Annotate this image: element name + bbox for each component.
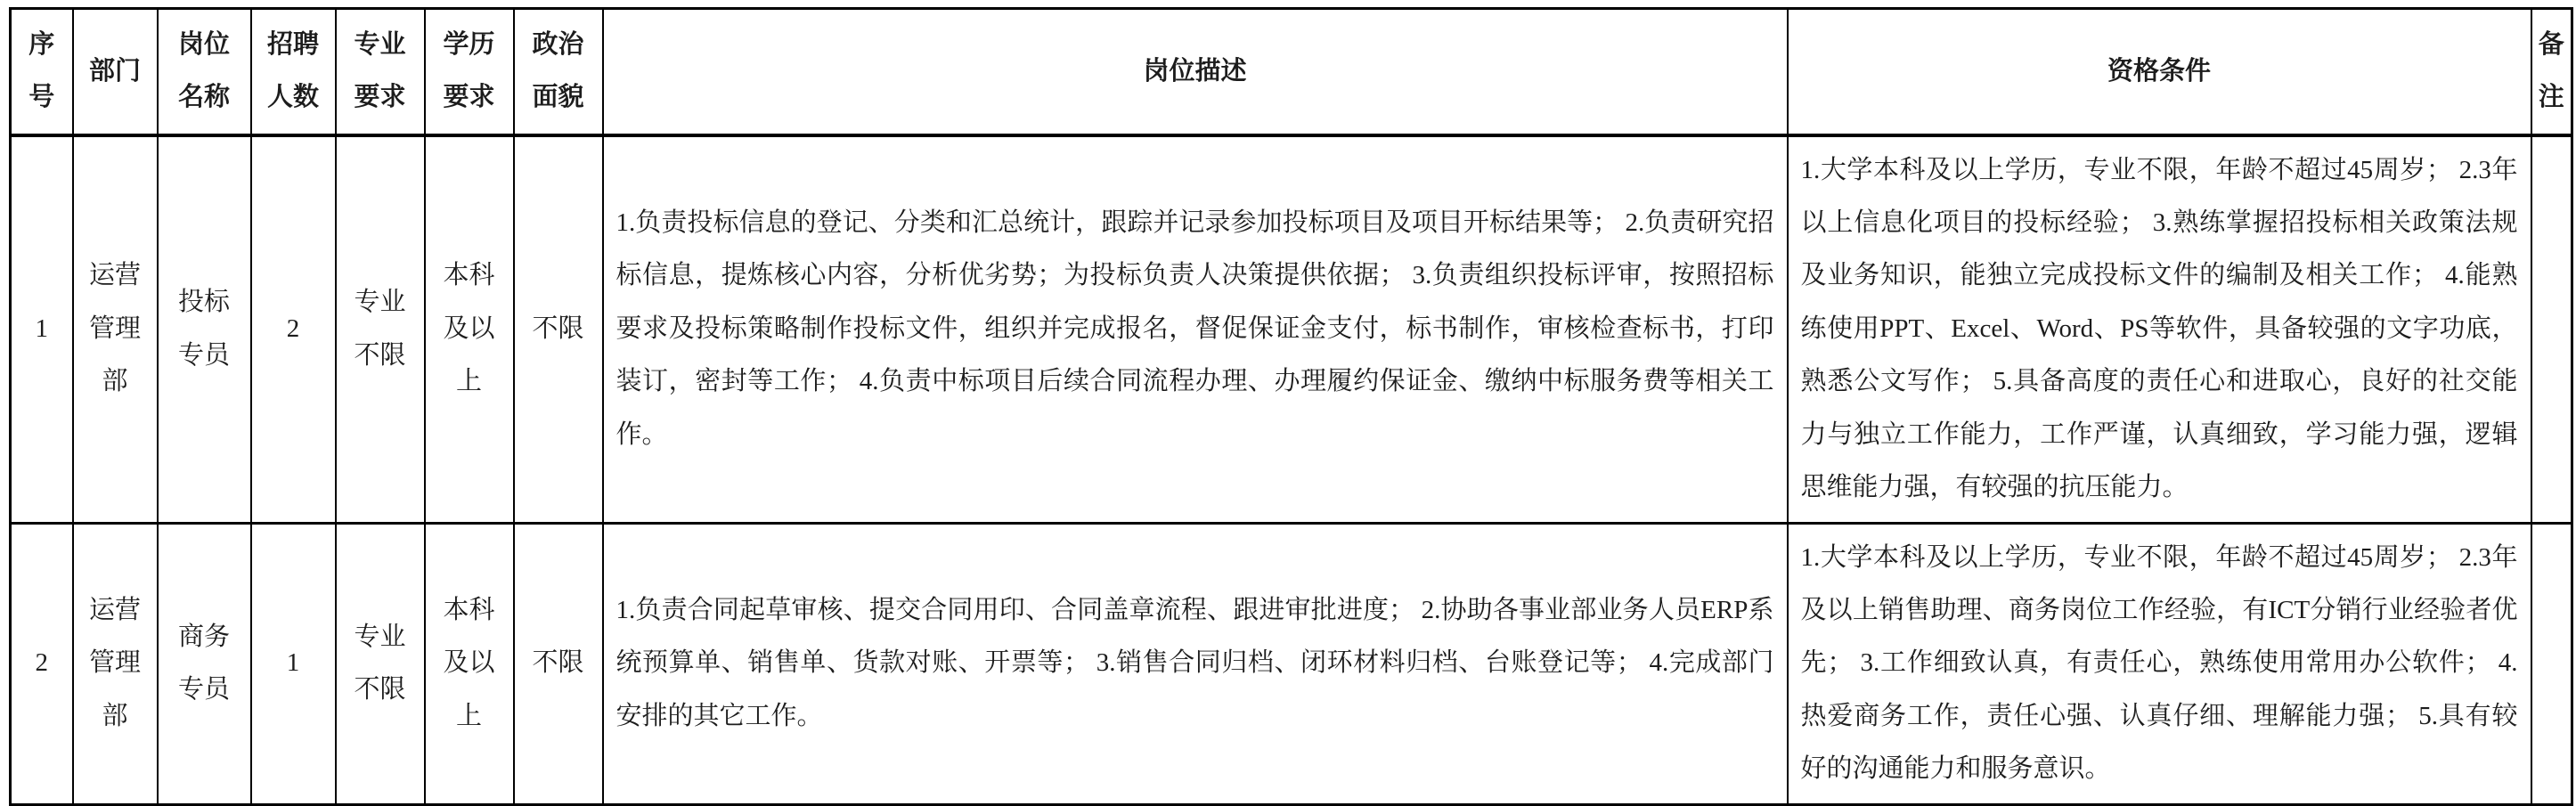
cell-department bbox=[73, 135, 158, 524]
department-value: 运营管理部 bbox=[88, 261, 141, 396]
position-value: 商务专员 bbox=[177, 622, 230, 704]
cell-education bbox=[425, 523, 514, 804]
table-header-row bbox=[11, 9, 2572, 135]
department-value: 运营管理部 bbox=[88, 596, 141, 730]
header-position-label: 岗位名称 bbox=[177, 29, 230, 112]
header-major-label: 专业要求 bbox=[354, 29, 406, 112]
recruitment-table bbox=[9, 7, 2573, 806]
cell-position bbox=[158, 523, 251, 804]
cell-qualifications: 1.大学本科及以上学历，专业不限，年龄不超过45周岁； 2.3年及以上销售助理、商务岗位工作经验，有ICT分销行业经验者优先； 3.工作细致认真，有责任心，熟练使用常用办公软件； 4.热爱商务工作，责任心强、认真仔细、理解能力强； 5.具有较好的沟通能力和服务意识。 bbox=[1788, 523, 2531, 804]
cell-education bbox=[425, 135, 514, 524]
cell-qualifications: 1.大学本科及以上学历，专业不限，年龄不超过45周岁； 2.3年以上信息化项目的投标经验； 3.熟练掌握招投标相关政策法规及业务知识，能独立完成投标文件的编制及相关工作； 4.能熟练使用PPT、Excel、Word、PS等软件，具备较强的文字功底，熟悉公文写作； 5.具备高度的责任心和进取心，良好的社交能力与独立工作能力，工作严谨，认真细致，学习能力强，逻辑思维能力强，有较强的抗压能力。 bbox=[1788, 135, 2531, 524]
header-qualifications bbox=[1788, 9, 2531, 135]
header-education-label: 学历要求 bbox=[443, 29, 495, 112]
major-value: 专业不限 bbox=[354, 622, 406, 704]
cell-headcount bbox=[251, 523, 336, 804]
table-row bbox=[11, 523, 2572, 804]
cell-remark bbox=[2531, 135, 2572, 524]
cell-political bbox=[514, 135, 603, 524]
header-headcount bbox=[251, 9, 336, 135]
cell-description: 1.负责投标信息的登记、分类和汇总统计，跟踪并记录参加投标项目及项目开标结果等； 2.负责研究招标信息，提炼核心内容，分析优劣势；为投标负责人决策提供依据； 3.负责组织投标评审，按照招标要求及投标策略制作投标文件，组织并完成报名，督促保证金支付，标书制作，审核检查标书，打印装订，密封等工作； 4.负责中标项目后续合同流程办理、办理履约保证金、缴纳中标服务费等相关工作。 bbox=[603, 135, 1788, 524]
header-description-label: 岗位描述 bbox=[1143, 56, 1247, 85]
cell-index bbox=[11, 523, 73, 804]
cell-description: 1.负责合同起草审核、提交合同用印、合同盖章流程、跟进审批进度； 2.协助各事业部业务人员ERP系统预算单、销售单、货款对账、开票等； 3.销售合同归档、闭环材料归档、台账登记等； 4.完成部门安排的其它工作。 bbox=[603, 523, 1788, 804]
header-headcount-label: 招聘人数 bbox=[266, 29, 319, 112]
header-index bbox=[11, 9, 73, 135]
header-political-label: 政治面貌 bbox=[532, 29, 584, 112]
header-remark bbox=[2531, 9, 2572, 135]
index-value: 1 bbox=[35, 313, 48, 343]
headcount-value: 2 bbox=[286, 313, 300, 343]
major-value: 专业不限 bbox=[354, 288, 406, 370]
header-description bbox=[603, 9, 1788, 135]
table-row bbox=[11, 135, 2572, 524]
education-value: 本科及以上 bbox=[443, 596, 495, 730]
cell-index bbox=[11, 135, 73, 524]
header-remark-label: 备注 bbox=[2538, 29, 2564, 112]
header-index-label: 序号 bbox=[29, 29, 55, 112]
headcount-value: 1 bbox=[286, 648, 300, 678]
header-education bbox=[425, 9, 514, 135]
header-major bbox=[336, 9, 425, 135]
header-department-label: 部门 bbox=[88, 56, 141, 85]
cell-headcount bbox=[251, 135, 336, 524]
cell-major bbox=[336, 523, 425, 804]
political-value: 不限 bbox=[532, 648, 584, 678]
education-value: 本科及以上 bbox=[443, 261, 495, 396]
cell-political bbox=[514, 523, 603, 804]
header-department bbox=[73, 9, 158, 135]
cell-position bbox=[158, 135, 251, 524]
index-value: 2 bbox=[35, 648, 48, 678]
header-qualifications-label: 资格条件 bbox=[2107, 56, 2211, 85]
cell-department bbox=[73, 523, 158, 804]
political-value: 不限 bbox=[532, 313, 584, 343]
header-position bbox=[158, 9, 251, 135]
cell-major bbox=[336, 135, 425, 524]
cell-remark bbox=[2531, 523, 2572, 804]
header-political bbox=[514, 9, 603, 135]
position-value: 投标专员 bbox=[177, 288, 230, 370]
